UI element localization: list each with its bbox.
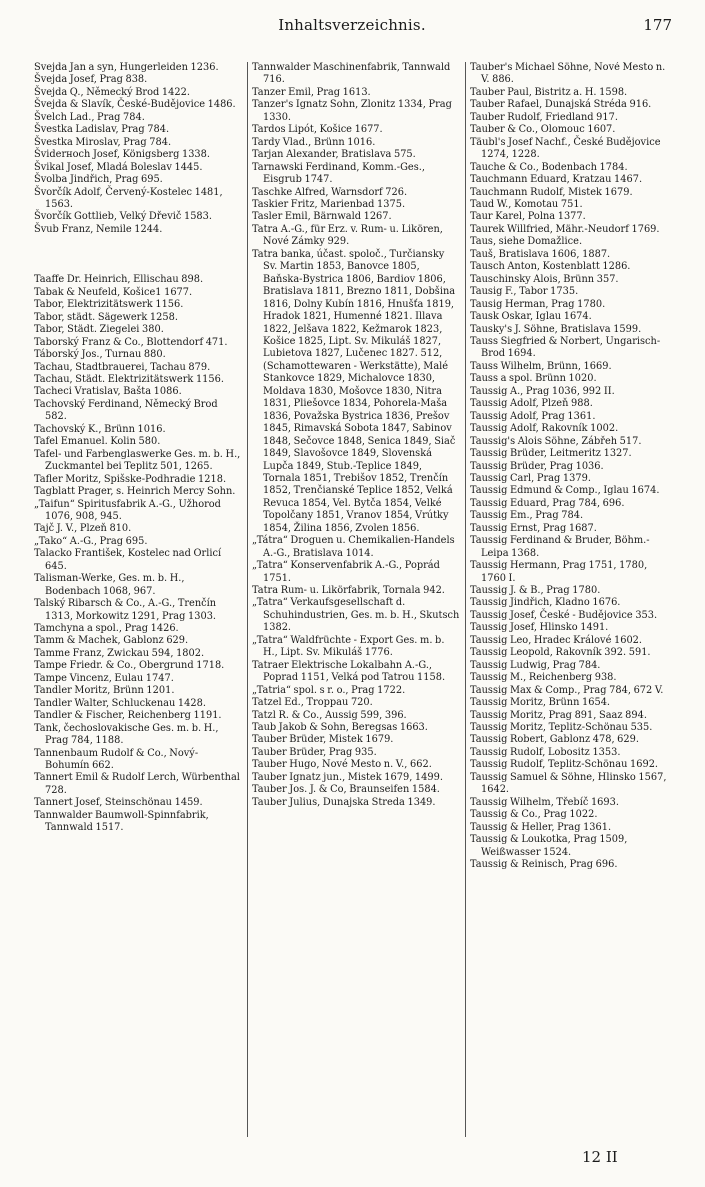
index-entry: Taussig & Co., Prag 1022. [470, 809, 598, 821]
index-entry: Taussig Samuel & Söhne, Hlinsko 1567, 1642. [470, 771, 667, 796]
index-entry: Tanzer Emil, Prag 1613. [252, 86, 371, 98]
index-entry: Tabak & Neufeld, Košice1 1677. [34, 286, 193, 298]
index-entry: Tauber Rudolf, Friedland 917. [470, 111, 618, 123]
index-entry: Tachovský K., Brünn 1016. [34, 423, 166, 435]
index-entry: Taskier Fritz, Marienbad 1375. [252, 198, 406, 210]
index-entry: Švejda Josef, Prag 838. [34, 74, 148, 86]
index-entry: Taussig Carl, Prag 1379. [470, 472, 591, 484]
index-entry: Taussig's Alois Söhne, Zábřeh 517. [470, 435, 642, 447]
index-entry: Švejda & Slavík, České-Budějovice 1486. [34, 99, 236, 111]
index-entry: Tandler Moritz, Brünn 1201. [34, 685, 175, 697]
index-entry: Tandler Walter, Schluckenau 1428. [34, 697, 206, 709]
index-entry: Tannwalder Maschinenfabrik, Tannwald 716. [252, 62, 451, 86]
index-entry: Tabor, Elektrizitätswerk 1156. [34, 299, 184, 311]
index-entry: Taussig Brüder, Leitmeritz 1327. [470, 448, 632, 460]
index-entry: Taussig Ludwig, Prag 784. [470, 659, 601, 671]
index-entry: Tagblatt Prager, s. Heinrich Mercy Sohn. [34, 486, 236, 498]
index-entry: Taussig Robert, Gablonz 478, 629. [470, 734, 639, 746]
index-entry: Švejda Q., Německý Brod 1422. [34, 86, 190, 98]
index-entry: Tarjan Alexander, Bratislava 575. [252, 149, 416, 161]
page-title: Inhaltsverzeichnis. [278, 16, 426, 34]
index-entry: Tafler Moritz, Spišske-Podhradie 1218. [34, 473, 227, 485]
index-entry: Taussig Brüder, Prag 1036. [470, 460, 604, 472]
index-entry: Taschke Alfred, Warnsdorf 726. [252, 186, 408, 198]
index-entry: Tauber Rafael, Dunajská Stréda 916. [470, 99, 652, 111]
index-entry: Tauber Paul, Bistritz a. H. 1598. [470, 86, 628, 98]
page-number: 177 [643, 16, 672, 34]
index-entry: Tauber Hugo, Nové Mesto n. V., 662. [252, 759, 432, 771]
index-entry: Taussig Rudolf, Lobositz 1353. [470, 746, 621, 758]
index-entry: Tarnawski Ferdinand, Komm.-Ges., Eisgrub 1747. [252, 161, 425, 186]
index-entry: „Tatra“ Waldfrüchte - Export Ges. m. b. H., Lipt. Sv. Mikuláš 1776. [252, 634, 445, 659]
index-entry: Taussig M., Reichenberg 938. [470, 672, 617, 684]
index-entry: Tauber Jos. J. & Co, Braunseifen 1584. [252, 784, 440, 796]
index-entry: Tabor, Städt. Ziegelei 380. [34, 324, 164, 336]
index-entry: Tafel- und Farbenglaswerke Ges. m. b. H., Zuckmantel bei Teplitz 501, 1265. [34, 448, 241, 473]
index-column-3 [470, 62, 674, 1137]
index-entry: Taussig Ernst, Prag 1687. [470, 522, 597, 534]
index-entry: Tauche & Co., Bodenbach 1784. [470, 161, 628, 173]
index-entry: Šviderноch Josef, Königsberg 1338. [34, 149, 211, 161]
index-entry: Taussig Edmund & Comp., Iglau 1674. [470, 485, 660, 497]
index-entry: Taus, siehe Domažlice. [470, 236, 583, 248]
index-entry: Tausch Anton, Kostenblatt 1286. [470, 261, 631, 273]
index-entry: Taussig Rudolf, Teplitz-Schönau 1692. [470, 759, 659, 771]
index-entry: Tausig F., Tabor 1735. [470, 286, 579, 298]
index-entry: Švelch Lad., Prag 784. [34, 111, 145, 123]
index-columns [34, 62, 674, 1137]
index-entry: Tachau, Stadtbrauerei, Tachau 879. [34, 361, 211, 373]
index-column-2 [252, 62, 460, 1137]
index-entry: Tauchmann Rudolf, Mistek 1679. [470, 186, 633, 198]
index-entry: Tauchmann Eduard, Kratzau 1467. [470, 174, 643, 186]
index-entry: Švub Franz, Nemile 1244. [34, 223, 163, 235]
index-entry: Tauschinsky Alois, Brünn 357. [470, 273, 619, 285]
index-entry: Talský Ribarsch & Co., A.-G., Trenčín 1313, Morkowitz 1291, Prag 1303. [34, 598, 217, 622]
index-entry: „Tátra“ Droguen u. Chemikalien-Handels A.-G., Bratislava 1014. [252, 535, 455, 559]
index-entry: Tauss Siegfried & Norbert, Ungarisch-Brod 1694. [470, 335, 661, 360]
index-entry: Tatzel Ed., Troppau 720. [252, 697, 373, 709]
index-entry: Tatra banka, účast. spoloč., Turčiansky Sv. Martin 1853, Banovce 1805, Baňska-Bystrica 1806, Bardiov 1806, Bratislava 1811, Brezno 1811, Dobšina 1816, Dolny Kubín 1816, Hnušťa 1819, Hradok 1821, Humenné 1821. Illava 1822, Jelšava 1822, Kežmarok 1823, Košice 1825, Lipt. Sv. Mikuláš 1827, Lubietova 1827, Lučenec 1827. 512, (Schamottewaren - Werkstätte), Malé Stankovce 1829, Michalovce 1830, Moldava 1830, Mošovce 1830, Nitra 1831, Pliešovce 1834, Pohorela-Maša 1836, Považska Bystrica 1836, Prešov 1845, Rimavská Sobota 1847, Sabinov 1848, Sečovce 1848, Senica 1849, Siač 1849, Slavošovce 1849, Slovenská Lupča 1849, Stub.-Teplice 1849, Tornala 1851, Trebišov 1852, Trenčín 1852, Trenčianské Teplice 1852, Velká Revuca 1854, Vel. Bytča 1854, Velké Topolčany 1851, Vranov 1854, Vrútky 1854, Žilina 1856, Zvolen 1856. [252, 248, 456, 534]
index-entry: Tabor, städt. Sägewerk 1258. [34, 311, 178, 323]
index-entry: Tausk Oskar, Iglau 1674. [470, 311, 592, 323]
index-entry: Tannenbaum Rudolf & Co., Nový-Bohumín 662. [34, 747, 199, 772]
index-entry: Tardos Lipót, Košice 1677. [252, 124, 383, 136]
index-entry: Taussig & Reinisch, Prag 696. [470, 859, 618, 870]
index-entry: Švorčík Gottlieb, Velký Dřevič 1583. [34, 211, 213, 223]
index-entry: Švestka Ladislav, Prag 784. [34, 124, 170, 136]
index-entry: Taussig Moritz, Teplitz-Schönau 535. [470, 722, 653, 734]
index-entry: Tatra A.-G., für Erz. v. Rum- u. Likören, Nové Zámky 929. [252, 223, 443, 248]
index-entry: Tatra Rum- u. Likörfabrik, Tornala 942. [252, 585, 445, 597]
index-entry: Tauss Wilhelm, Brünn, 1669. [470, 360, 612, 372]
index-entry: Taussig Adolf, Rakovník 1002. [470, 423, 619, 435]
section-gap [34, 236, 242, 274]
index-entry: Taussig Moritz, Prag 891, Saaz 894. [470, 709, 647, 721]
index-entry: Taussig Jindřich, Kladno 1676. [470, 597, 621, 609]
index-entry: Tamm & Machek, Gablonz 629. [34, 635, 189, 647]
index-entry: Taussig Leopold, Rakovník 392. 591. [470, 647, 651, 659]
index-entry: Taussig Wilhelm, Třebíč 1693. [470, 796, 619, 808]
index-entry: Tauš, Bratislava 1606, 1887. [470, 248, 611, 260]
index-entry: Tampe Vincenz, Eulau 1747. [34, 672, 174, 684]
column-divider [465, 62, 466, 1137]
page-header [32, 16, 672, 44]
index-entry: Tauss a spol. Brünn 1020. [470, 373, 597, 385]
index-entry: Tamchyna a spol., Prag 1426. [34, 623, 179, 635]
index-entry: Taur Karel, Polna 1377. [470, 211, 586, 223]
index-entry: Tank, čechoslovakische Ges. m. b. H., Prag 784, 1188. [34, 722, 219, 747]
index-entry: Tauber Brüder, Mistek 1679. [252, 734, 394, 746]
index-entry: Švorčík Adolf, Červený-Kostelec 1481, 1563. [34, 186, 223, 210]
index-entry: Taussig Josef, České - Budějovice 353. [470, 609, 658, 621]
index-entry: Taussig Adolf, Plzeň 988. [470, 398, 593, 410]
index-entry: Talacko František, Kostelec nad Orlicí 645. [34, 548, 222, 572]
index-entry: Taborský Franz & Co., Blottendorf 471. [34, 336, 228, 348]
index-entry: „Tatra“ Konservenfabrik A.-G., Poprád 1751. [252, 560, 440, 584]
index-column-1 [34, 62, 242, 1137]
index-entry: Tachau, Städt. Elektrizitätswerk 1156. [34, 373, 224, 385]
index-entry: Taussig Em., Prag 784. [470, 510, 584, 522]
index-entry: Tannwalder Baumwoll-Spinnfabrik, Tannwald 1517. [34, 809, 209, 834]
index-entry: Tannert Emil & Rudolf Lerch, Würbenthal 728. [34, 772, 240, 796]
index-entry: Taussig Ferdinand & Bruder, Böhm.-Leipa 1368. [470, 535, 650, 559]
index-entry: Tandler & Fischer, Reichenberg 1191. [34, 710, 222, 722]
index-entry: Tannert Josef, Steinschönau 1459. [34, 797, 203, 809]
index-entry: Táborský Jos., Turnau 880. [34, 349, 166, 361]
index-entry: Tausky's J. Söhne, Bratislava 1599. [470, 323, 642, 335]
index-entry: „Tatria“ spol. s r. o., Prag 1722. [252, 684, 406, 696]
index-entry: Tajč J. V., Plzeň 810. [34, 523, 132, 535]
index-entry: „Taifun“ Spiritusfabrik A.-G., Užhorod 1076, 908, 945. [34, 498, 221, 522]
index-entry: Taub Jakob & Sohn, Beregsas 1663. [252, 722, 428, 734]
index-entry: Tamme Franz, Zwickau 594, 1802. [34, 647, 205, 659]
index-entry: Taussig Adolf, Prag 1361. [470, 410, 596, 422]
index-entry: Taurek Willfried, Mähr.-Neudorf 1769. [470, 223, 660, 235]
index-entry: „Tako“ A.-G., Prag 695. [34, 535, 148, 547]
index-entry: Švestka Miroslav, Prag 784. [34, 136, 172, 148]
index-entry: Švikal Josef, Mladá Boleslav 1445. [34, 161, 203, 173]
index-entry: Tauber & Co., Olomouc 1607. [470, 124, 616, 136]
index-entry: Tachovský Ferdinand, Německý Brod 582. [34, 398, 218, 423]
index-entry: Talisman-Werke, Ges. m. b. H., Bodenbach 1068, 967. [34, 573, 185, 597]
index-entry: Tafel Emanuel. Kolin 580. [34, 436, 161, 448]
index-entry: Taud W., Komotau 751. [470, 198, 583, 210]
index-entry: Taussig Josef, Hlinsko 1491. [470, 622, 609, 634]
index-entry: Tausig Herman, Prag 1780. [470, 298, 606, 310]
index-entry: Taussig J. & B., Prag 1780. [470, 585, 601, 597]
index-entry: Taussig Leo, Hradec Králové 1602. [470, 634, 643, 646]
column-divider [247, 62, 248, 1137]
index-entry: Švolba Jindřich, Prag 695. [34, 174, 163, 186]
index-entry: Taussig Moritz, Brünn 1654. [470, 697, 611, 709]
index-entry: Taussig Hermann, Prag 1751, 1780, 1760 I. [470, 560, 648, 584]
index-entry: Taussig A., Prag 1036, 992 II. [470, 385, 615, 397]
index-entry: Tauber Brüder, Prag 935. [252, 746, 377, 758]
index-entry: Tardy Vlad., Brünn 1016. [252, 136, 376, 148]
sheet-signature: 12 II [582, 1148, 618, 1166]
index-entry: Tanzer's Ignatz Sohn, Zlonitz 1334, Prag 1330. [252, 99, 452, 123]
index-entry: Tauber Ignatz jun., Mistek 1679, 1499. [252, 771, 443, 783]
index-entry: Tauber Julius, Dunajska Streda 1349. [252, 796, 436, 808]
index-entry: Taussig & Loukotka, Prag 1509, Weißwasser 1524. [470, 834, 628, 858]
index-entry: Täubl's Josef Nachf., České Budějovice 1274, 1228. [470, 136, 661, 161]
index-entry: Tacheci Vratislav, Bašta 1086. [34, 386, 182, 398]
index-entry: Tampe Friedr. & Co., Obergrund 1718. [34, 660, 225, 672]
index-entry: Tatraer Elektrische Lokalbahn A.-G., Poprad 1151, Velká pod Tatrou 1158. [252, 659, 446, 684]
index-entry: Taaffe Dr. Heinrich, Ellischau 898. [34, 274, 204, 286]
index-entry: Taussig Max & Comp., Prag 784, 672 V. [470, 684, 664, 696]
index-entry: Švejda Jan a syn, Hungerleiden 1236. [34, 62, 219, 73]
index-entry: Taussig & Heller, Prag 1361. [470, 821, 612, 833]
index-entry: „Tatra“ Verkaufsgesellschaft d. Schuhindustrien, Ges. m. b. H., Skutsch 1382. [252, 597, 460, 634]
index-entry: Tatzl R. & Co., Aussig 599, 396. [252, 709, 407, 721]
index-entry: Tasler Emil, Bärnwald 1267. [252, 211, 392, 223]
index-entry: Tauber's Michael Söhne, Nové Mesto n. V. 886. [470, 62, 666, 86]
index-entry: Taussig Eduard, Prag 784, 696. [470, 497, 625, 509]
